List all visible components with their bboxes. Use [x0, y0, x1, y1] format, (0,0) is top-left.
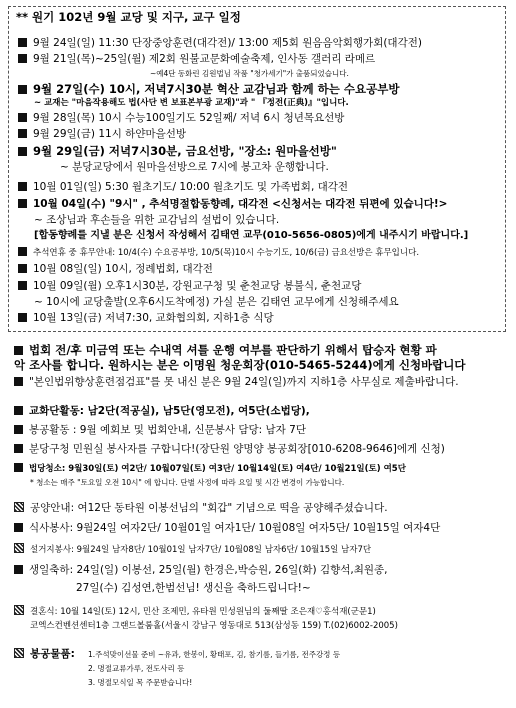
schedule-subnote: ~ 분당교당에서 원마을선방으로 7시에 봉고차 운행합니다. — [60, 161, 329, 173]
schedule-item: 9월 24일(일) 11:30 단장중앙훈련(대각전)/ 13:00 제5회 원음음악회행가회(대각전) — [18, 37, 422, 50]
square-bullet-icon — [18, 54, 27, 63]
notice-shuttle-cont: 악 조사를 합니다. 원하시는 분은 이명원 청운회장(010-5465-5244)에게 신청바랍니다 — [14, 358, 466, 372]
hatched-bullet-icon — [14, 502, 24, 512]
hatched-bullet-icon — [14, 543, 24, 553]
square-bullet-icon — [18, 199, 27, 208]
square-bullet-icon — [14, 425, 23, 434]
schedule-subnote: ~ 교재는 "마음작용해도 법(사단 변 보표본부광 교재)"과 " 『정전(正典)』"입니다. — [34, 98, 349, 108]
notice-wedding-venue: 코엑스컨벤션센터1층 그랜드볼룸홀(서울시 강남구 영동대로 513(삼성동 159) T.(02)6002-2005) — [30, 621, 398, 631]
hatched-bullet-icon — [14, 648, 24, 658]
square-bullet-icon — [18, 313, 27, 322]
square-bullet-icon — [18, 247, 27, 256]
square-bullet-icon — [18, 182, 27, 191]
donation-item: 2. 명절교류가루, 전도사리 등 — [88, 664, 185, 673]
square-bullet-icon — [18, 129, 27, 138]
schedule-subnote: ~ 조상님과 후손들을 위한 교감님의 설법이 있습니다. — [34, 214, 280, 226]
square-bullet-icon — [18, 147, 27, 156]
notice-dishwashing: 설거지봉사: 9월24일 남자8단/ 10월01일 남자7단/ 10월08일 남자6단/ 10월15일 남자7단 — [14, 543, 371, 556]
square-bullet-icon — [18, 281, 27, 290]
notice-birthday: 생일축하: 24일(일) 이봉선, 25일(월) 한경은,박승원, 26일(화) 김향석,최원종, — [14, 564, 388, 577]
notice-cleaning: 법당청소: 9월30일(토) 여2단/ 10월07일(토) 여3단/ 10월14일(토) 여4단/ 10월21일(토) 여5단 — [14, 462, 406, 475]
square-bullet-icon — [14, 444, 23, 453]
hatched-bullet-icon — [14, 605, 24, 615]
schedule-item: 10월 04일(수) "9시" , 추석명절합동향례, 대각전 <신청서는 대각전 뒤편에 있습니다!> — [18, 198, 447, 211]
donation-item: 3. 명절모식일 목 주문받습니다! — [88, 678, 193, 687]
schedule-item: 10월 01일(일) 5:30 월초기도/ 10:00 월초기도 및 가족법회, 대각전 — [18, 181, 348, 194]
schedule-subnote: ~예4단 동화린 김원법님 작품 "청가세기"가 출품되었습니다. — [150, 69, 349, 78]
notice-birthday-cont: 27일(수) 김성연,한범선님! 생신을 축하드립니다!~ — [76, 582, 311, 594]
square-bullet-icon — [18, 85, 27, 94]
square-bullet-icon — [14, 346, 23, 355]
schedule-subnote: [합동향례를 지낼 분은 신청서 작성해서 김태연 교무(010-5656-0805)에게 내주시기 바랍니다.] — [34, 230, 469, 241]
square-bullet-icon — [18, 113, 27, 122]
notice-meal-offering: 공양안내: 여12단 동타원 이봉선님의 "회갑" 기념으로 떡을 공양해주셨습니다. — [14, 502, 388, 515]
schedule-item: 9월 28일(목) 10시 수능100일기도 52일째/ 저녁 6시 청년목요선방 — [18, 112, 344, 125]
schedule-item: 9월 21일(목)~25일(월) 제2회 원불교문화예술축제, 인사동 갤러리 라메르 — [18, 53, 375, 66]
schedule-item: 9월 29일(금) 11시 하얀마을선방 — [18, 128, 186, 141]
notice-service: 봉공활동 : 9월 예회보 및 법회안내, 신문봉사 담당: 남자 7단 — [14, 424, 306, 437]
schedule-title: ** 원기 102년 9월 교당 및 지구, 교구 일정 — [16, 10, 241, 24]
square-bullet-icon — [14, 523, 23, 532]
schedule-item: 9월 27일(수) 10시, 저녁7시30분 혁산 교감님과 함께 하는 수요공부방 — [18, 82, 399, 96]
schedule-item: 10월 09일(월) 오후1시30분, 강원교구청 및 춘천교당 봉불식, 춘천교당 — [18, 280, 361, 293]
donation-item: 1.주석맞이선물 준비 ~유과, 한봉이, 황태포, 김, 참기름, 들기름, 전주강정 등 — [88, 650, 341, 659]
notice-meal-service: 식사봉사: 9월24일 여자2단/ 10월01일 여자1단/ 10월08일 여자5단/ 10월15일 여자4단 — [14, 522, 440, 535]
square-bullet-icon — [14, 565, 23, 574]
square-bullet-icon — [18, 264, 27, 273]
square-bullet-icon — [14, 463, 23, 472]
square-bullet-icon — [14, 406, 23, 415]
notice-donations: 봉공물품: — [14, 648, 75, 661]
notice-shuttle: 법회 전/후 미금역 또는 수내역 셔틀 운행 여부를 판단하기 위해서 탑승자 현황 파 — [14, 343, 437, 357]
schedule-item: 9월 29일(금) 저녁7시30분, 금요선방, "장소: 원마을선방" — [18, 144, 337, 158]
notice-volunteer: 분당구청 민원실 봉사자를 구합니다!(장단원 양명양 봉공회장[010-6208-9646]에게 신청) — [14, 443, 445, 456]
schedule-item: 10월 08일(일) 10시, 정례법회, 대각전 — [18, 263, 213, 276]
notice-group-activity: 교화단활동: 남2단(적공실), 남5단(영모전), 여5단(소법당), — [14, 405, 310, 418]
notice-checklist: "본인법위향상훈련점검표"를 못 내신 분은 9월 24일(일)까지 지하1층 사무실로 제출바랍니다. — [14, 376, 459, 389]
notice-cleaning-note: * 청소는 매주 "토요일 오전 10시" 에 합니다. 단별 사정에 따라 요일 및 시간 변경이 가능합니다. — [30, 478, 345, 487]
schedule-item: 추석연휴 중 휴무안내: 10/4(수) 수요공부방, 10/5(목)10시 수능기도, 10/6(금) 금요선방은 휴무입니다. — [18, 247, 419, 259]
notice-wedding: 결혼식: 10월 14일(토) 12시, 민산 조제민, 유타원 민성원님의 둘째딸 조은재♡홍석재(군문1) — [14, 605, 376, 618]
schedule-subnote: ~ 10시에 교당출발(오후6시도착예정) 가실 분은 김태연 교무에게 신청해주세요 — [34, 296, 399, 308]
square-bullet-icon — [18, 38, 27, 47]
schedule-item: 10월 13일(금) 저녁7:30, 교화협의회, 지하1층 식당 — [18, 312, 274, 325]
square-bullet-icon — [14, 377, 23, 386]
